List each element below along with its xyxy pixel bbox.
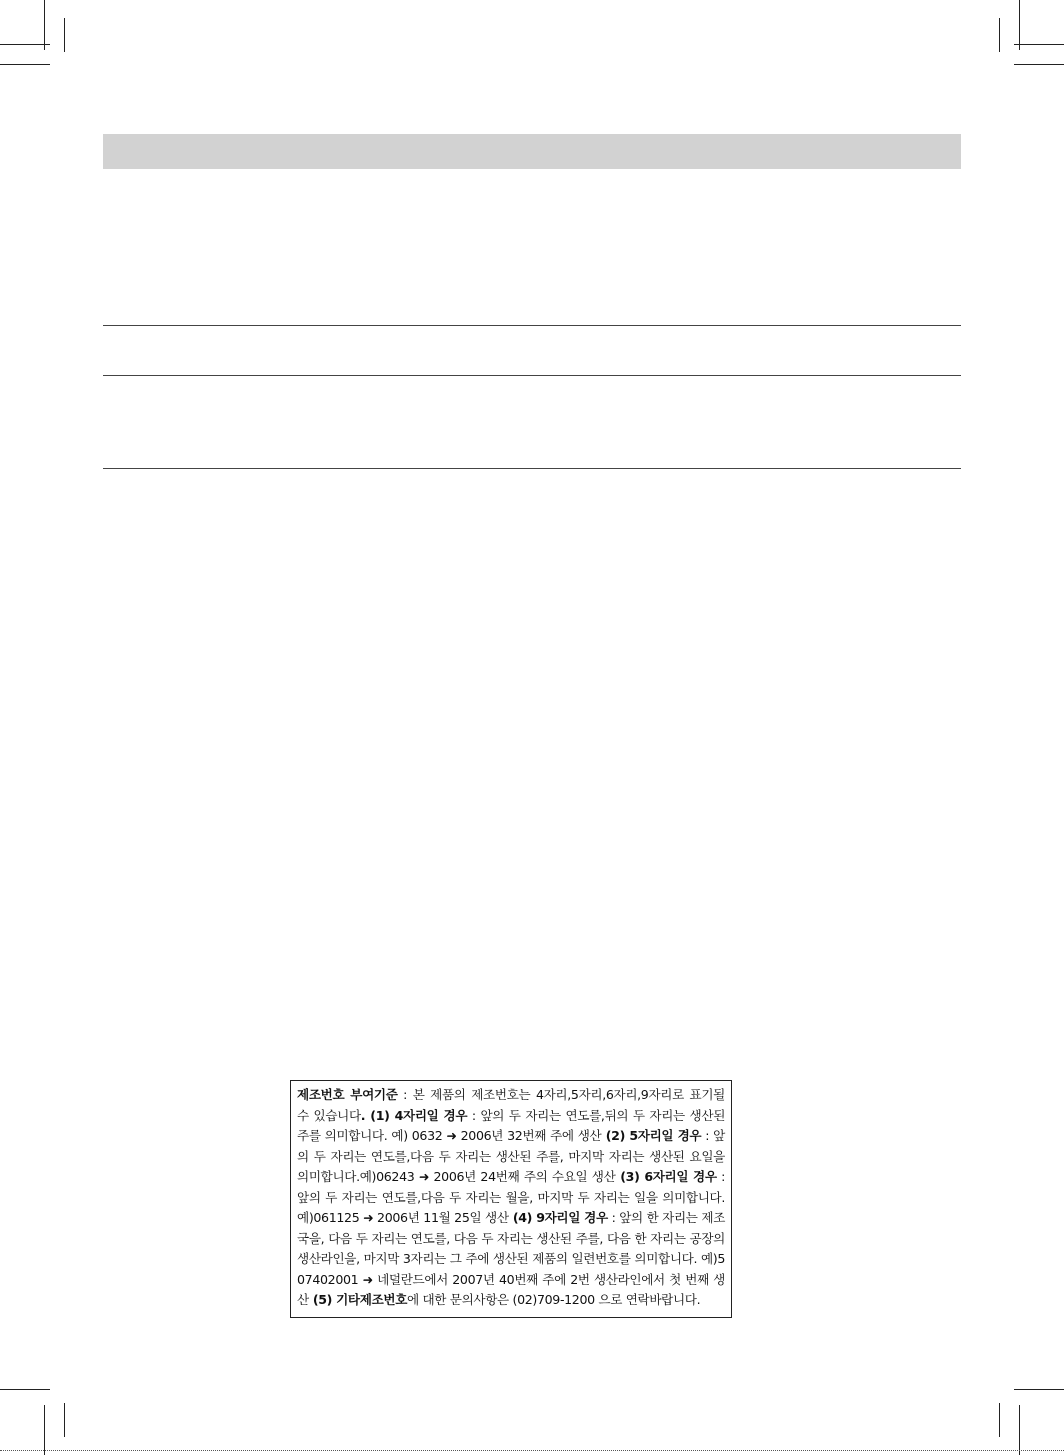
- case-4-label: (4) 9자리일 경우: [508, 1210, 608, 1225]
- case-5-label: (5) 기타제조번호: [308, 1292, 408, 1307]
- case-2-label: (2) 5자리일 경우: [601, 1128, 702, 1143]
- footer-dotted-line: [0, 1450, 1064, 1451]
- case-3-text: : 앞의 두 자리는 연도를,다음 두 자리는 월을, 마지막 두 자리는 일을 의미합니다. 예)061125 ➜ 2006년 11월 25일 생산: [297, 1169, 725, 1225]
- case-4-text: : 앞의 한 자리는 제조국을, 다음 두 자리는 연도를, 다음 두 자리는 생산된 주를, 다음 한 자리는 공장의 생산라인을, 마지막 3자리는 그 주에 생산된 제품의 일련번호를 의미합니다. 예)507402001 ➜ 네덜란드에서 2007년 40번째 주에 2번 생산라인에서 첫 번째 생산: [297, 1210, 726, 1307]
- divider-rule: [103, 325, 961, 326]
- case-1-text: : 앞의 두 자리는 연도를,뒤의 두 자리는 생산된 주를 의미합니다. 예) 0632 ➜ 2006년 32번째 주에 생산: [297, 1107, 726, 1143]
- case-1-label: (1) 4자리일 경우: [365, 1107, 468, 1123]
- divider-rule: [103, 468, 961, 469]
- section-header-bar: [103, 134, 961, 169]
- notice-heading: 제조번호 부여기준: [297, 1087, 398, 1102]
- divider-rule: [103, 375, 961, 376]
- notice-intro: : 본 제품의 제조번호는 4자리,5자리,6자리,9자리로 표기될 수 있습니다: [297, 1087, 725, 1123]
- notice-intro-period: .: [360, 1107, 366, 1123]
- case-5-text: 에 대한 문의사항은 (02)709-1200 으로 연락바랍니다.: [407, 1292, 701, 1307]
- serial-number-notice: [290, 1080, 732, 1318]
- case-3-label: (3) 6자리일 경우: [615, 1169, 717, 1184]
- case-2-text: : 앞의 두 자리는 연도를,다음 두 자리는 생산된 주를, 마지막 자리는 생산된 요일을 의미합니다.예)06243 ➜ 2006년 24번째 주의 수요일 생산: [297, 1128, 725, 1184]
